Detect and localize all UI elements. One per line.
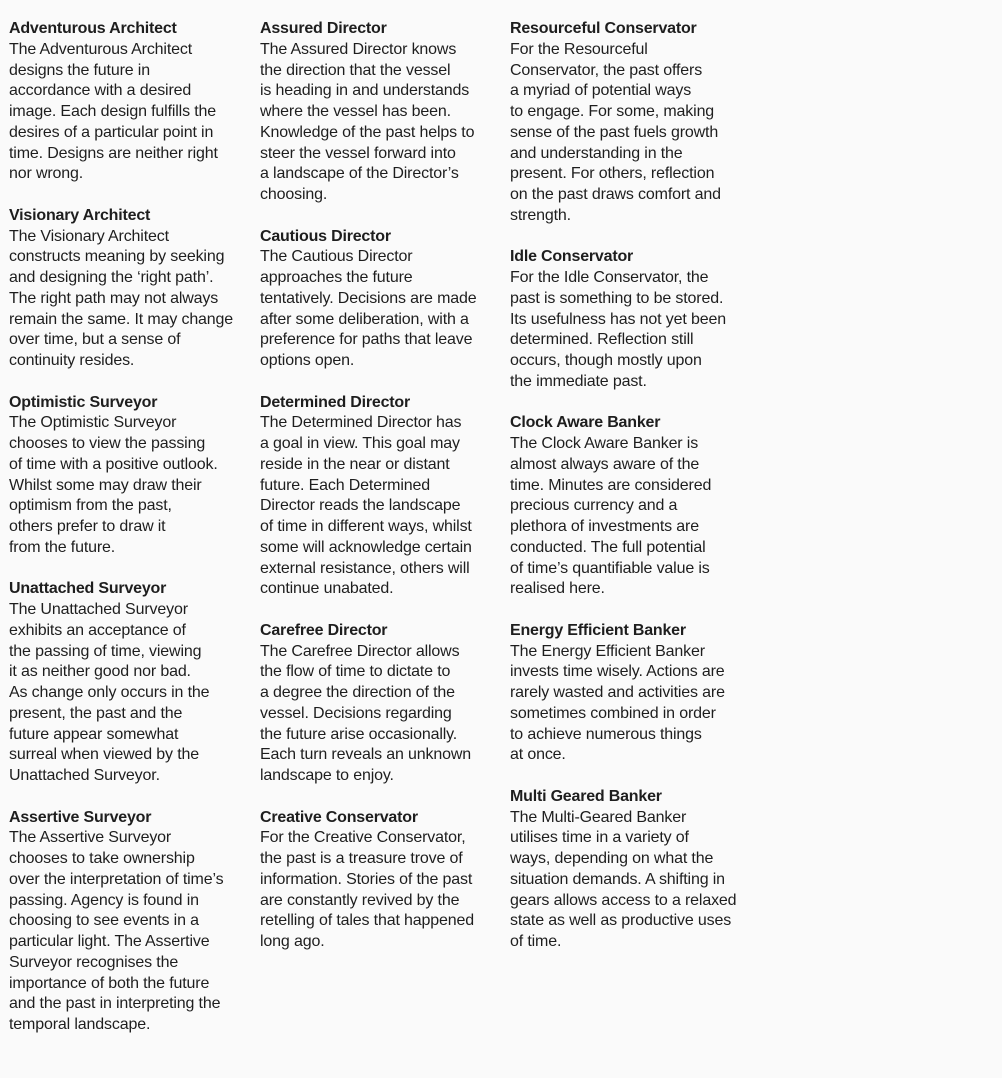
persona-description (510, 40, 755, 227)
description-line: from the future. (9, 538, 116, 556)
description-line: For the Resourceful (510, 40, 648, 58)
description-line: almost always aware of the (510, 455, 700, 473)
description-line: steer the vessel forward into (260, 144, 456, 162)
description-line: nor wrong. (9, 165, 84, 183)
description-line: a myriad of potential ways (510, 82, 692, 100)
description-line: designs the future in (9, 61, 150, 79)
persona-entry (9, 19, 254, 185)
description-line: The Cautious Director (260, 248, 413, 266)
description-line: the passing of time, viewing (9, 642, 202, 660)
description-line: The Visionary Architect (9, 227, 169, 245)
persona-title: Idle Conservator (510, 248, 634, 266)
description-line: The Carefree Director allows (260, 642, 460, 660)
persona-title: Multi Geared Banker (510, 787, 662, 805)
persona-title: Determined Director (260, 393, 411, 411)
persona-title: Clock Aware Banker (510, 414, 661, 432)
description-line: of time with a positive outlook. (9, 455, 218, 473)
description-line: rarely wasted and activities are (510, 684, 725, 701)
description-line: present, the past and the (9, 704, 183, 722)
description-line: options open. (260, 352, 355, 369)
description-line: The Multi-Geared Banker (510, 808, 687, 826)
description-line: and designing the ‘right path’. (9, 269, 214, 286)
persona-description (260, 247, 505, 372)
persona-entry (9, 808, 254, 1036)
description-line: present. For others, reflection (510, 165, 715, 183)
description-line: For the Idle Conservator, the (510, 269, 709, 286)
description-line: to engage. For some, making (510, 103, 715, 120)
description-line: of time’s quantifiable value is (510, 559, 710, 577)
description-line: accordance with a desired (9, 82, 192, 100)
description-line: gears allows access to a relaxed (510, 891, 737, 909)
description-line: on the past draws comfort and (510, 186, 721, 203)
description-line: future. Each Determined (260, 476, 430, 494)
persona-entry (9, 579, 254, 787)
description-line: the flow of time to dictate to (260, 663, 451, 681)
persona-description (260, 413, 505, 600)
description-line: choosing. (260, 186, 328, 203)
description-line: sense of the past fuels growth (510, 123, 719, 141)
persona-description (9, 600, 254, 787)
description-line: realised here. (510, 580, 605, 598)
description-line: The Unattached Surveyor (9, 601, 188, 618)
persona-title: Energy Efficient Banker (510, 621, 686, 639)
description-line: choosing to see events in a (9, 912, 199, 930)
description-line: Surveyor recognises the (9, 953, 179, 971)
persona-title: Adventurous Architect (9, 20, 177, 37)
description-line: approaches the future (260, 269, 413, 286)
description-line: time. Minutes are considered (510, 476, 712, 494)
description-line: reside in the near or distant (260, 455, 450, 473)
description-line: a goal in view. This goal may (260, 435, 460, 452)
persona-description (260, 828, 505, 953)
persona-entry (260, 19, 505, 206)
persona-entry (9, 393, 254, 559)
description-line: others prefer to draw it (9, 518, 166, 535)
description-line: Unattached Surveyor. (9, 767, 160, 784)
description-line: remain the same. It may change (9, 310, 234, 328)
description-line: vessel. Decisions regarding (260, 704, 452, 722)
description-line: retelling of tales that happened (260, 912, 475, 930)
persona-description (9, 227, 254, 372)
persona-title: Creative Conservator (260, 808, 418, 826)
description-line: some will acknowledge certain (260, 538, 472, 556)
persona-description (9, 40, 254, 185)
persona-description (260, 40, 505, 206)
description-line: the future arise occasionally. (260, 725, 458, 743)
description-line: determined. Reflection still (510, 331, 694, 349)
persona-entry (510, 413, 755, 600)
persona-entry (510, 621, 755, 766)
description-line: it as neither good nor bad. (9, 663, 191, 681)
description-line: are constantly revived by the (260, 891, 460, 909)
description-line: The Clock Aware Banker is (510, 435, 699, 452)
description-line: As change only occurs in the (9, 684, 210, 701)
description-line: utilises time in a variety of (510, 829, 689, 847)
persona-title: Resourceful Conservator (510, 20, 697, 37)
description-line: plethora of investments are (510, 518, 699, 535)
description-line: Its usefulness has not yet been (510, 310, 726, 328)
description-line: surreal when viewed by the (9, 746, 199, 764)
description-line: sometimes combined in order (510, 704, 716, 722)
description-line: is heading in and understands (260, 82, 470, 100)
description-line: Knowledge of the past helps to (260, 123, 475, 141)
description-line: chooses to view the passing (9, 435, 206, 452)
persona-description (9, 413, 254, 558)
persona-entry (510, 19, 755, 227)
description-line: image. Each design fulfills the (9, 103, 217, 120)
description-line: passing. Agency is found in (9, 891, 199, 909)
description-line: conducted. The full potential (510, 538, 706, 556)
description-line: tentatively. Decisions are made (260, 289, 477, 307)
persona-entry (260, 808, 505, 953)
description-line: Each turn reveals an unknown (260, 746, 472, 764)
description-line: to achieve numerous things (510, 725, 702, 743)
persona-description (510, 268, 755, 393)
persona-title: Assured Director (260, 20, 387, 37)
description-line: The Assured Director knows (260, 40, 457, 58)
description-line: over the interpretation of time’s (9, 870, 224, 888)
description-line: occurs, though mostly upon (510, 352, 702, 369)
description-line: time. Designs are neither right (9, 144, 218, 162)
description-line: particular light. The Assertive (9, 933, 210, 950)
description-line: state as well as productive uses (510, 912, 732, 930)
description-line: Director reads the landscape (260, 497, 461, 515)
description-line: the past is a treasure trove of (260, 850, 463, 867)
description-line: chooses to take ownership (9, 850, 195, 867)
description-line: of time in different ways, whilst (260, 518, 472, 535)
description-line: over time, but a sense of (9, 331, 181, 349)
description-line: long ago. (260, 933, 325, 950)
persona-entry (510, 247, 755, 392)
persona-title: Optimistic Surveyor (9, 393, 158, 411)
description-line: The Determined Director has (260, 414, 462, 432)
persona-title: Carefree Director (260, 621, 388, 639)
description-line: the direction that the vessel (260, 61, 451, 79)
persona-description (9, 828, 254, 1036)
column-2 (260, 19, 505, 974)
description-line: at once. (510, 746, 566, 764)
persona-entry (260, 393, 505, 601)
description-line: and the past in interpreting the (9, 995, 221, 1013)
description-line: precious currency and a (510, 497, 678, 515)
document-page (9, 19, 999, 1069)
column-3 (510, 19, 755, 974)
persona-title: Visionary Architect (9, 206, 151, 224)
persona-entry (9, 206, 254, 372)
description-line: desires of a particular point in (9, 123, 214, 141)
description-line: continue unabated. (260, 580, 394, 598)
description-line: continuity resides. (9, 352, 135, 369)
persona-description (510, 642, 755, 767)
description-line: a landscape of the Director’s (260, 165, 459, 183)
description-line: ways, depending on what the (510, 850, 714, 867)
description-line: The right path may not always (9, 289, 219, 307)
description-line: and understanding in the (510, 144, 683, 162)
description-line: future appear somewhat (9, 725, 179, 743)
description-line: a degree the direction of the (260, 684, 455, 701)
description-line: information. Stories of the past (260, 870, 473, 888)
description-line: The Adventurous Architect (9, 40, 193, 58)
description-line: Whilst some may draw their (9, 476, 202, 494)
description-line: invests time wisely. Actions are (510, 663, 725, 681)
description-line: exhibits an acceptance of (9, 621, 186, 639)
description-line: of time. (510, 933, 562, 950)
persona-title: Unattached Surveyor (9, 580, 167, 598)
description-line: where the vessel has been. (260, 103, 451, 120)
description-line: preference for paths that leave (260, 331, 473, 349)
description-line: optimism from the past, (9, 497, 172, 515)
column-1 (9, 19, 254, 1057)
description-line: situation demands. A shifting in (510, 870, 725, 888)
description-line: Conservator, the past offers (510, 61, 703, 79)
description-line: constructs meaning by seeking (9, 248, 225, 266)
description-line: The Energy Efficient Banker (510, 642, 705, 660)
description-line: the immediate past. (510, 372, 647, 390)
description-line: For the Creative Conservator, (260, 829, 466, 847)
description-line: past is something to be stored. (510, 289, 724, 307)
persona-entry (260, 227, 505, 372)
description-line: landscape to enjoy. (260, 767, 394, 784)
persona-description (510, 434, 755, 600)
persona-entry (510, 787, 755, 953)
description-line: strength. (510, 206, 571, 224)
description-line: importance of both the future (9, 974, 210, 992)
persona-title: Assertive Surveyor (9, 808, 152, 826)
description-line: after some deliberation, with a (260, 310, 469, 328)
persona-title: Cautious Director (260, 227, 391, 245)
description-line: The Optimistic Surveyor (9, 414, 177, 432)
description-line: external resistance, others will (260, 559, 470, 577)
persona-description (260, 642, 505, 787)
description-line: The Assertive Surveyor (9, 829, 172, 847)
description-line: temporal landscape. (9, 1016, 151, 1033)
persona-entry (260, 621, 505, 787)
persona-description (510, 808, 755, 953)
